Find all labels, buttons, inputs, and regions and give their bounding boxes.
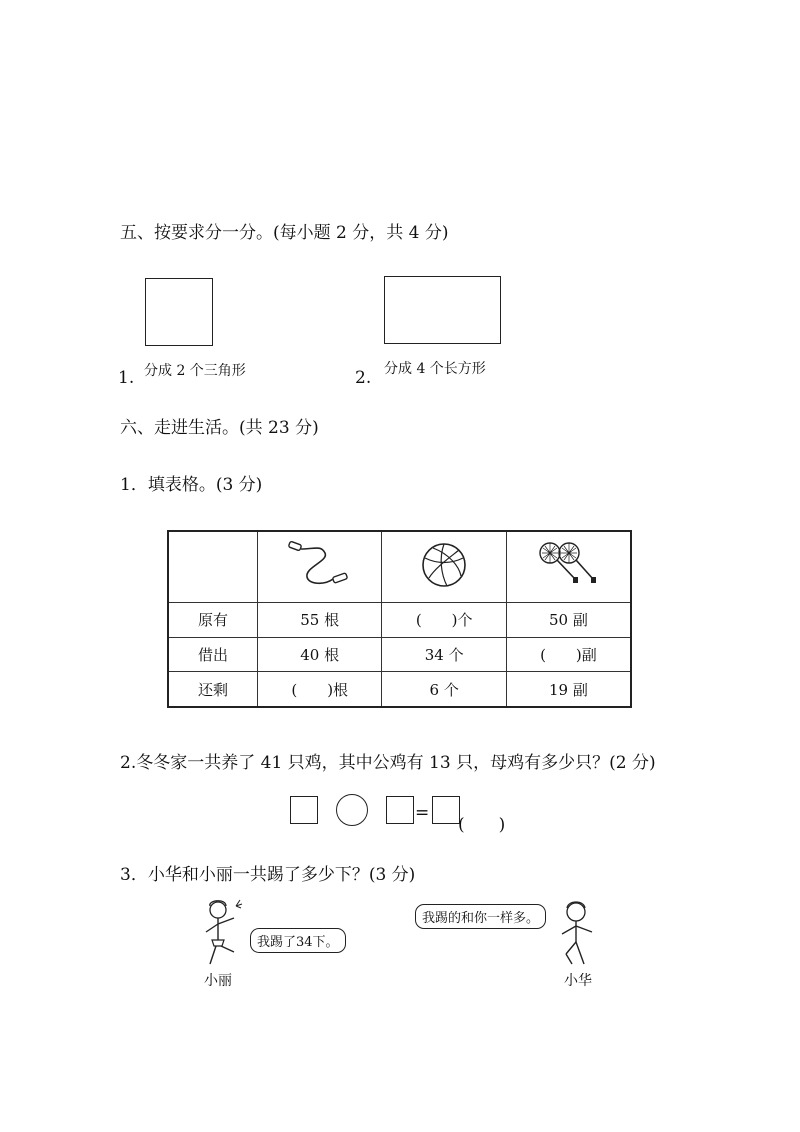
table-header-badminton	[506, 531, 631, 603]
table-cell: 19 副	[506, 672, 631, 707]
badminton-rackets-icon	[533, 539, 603, 591]
table-cell: 40 根	[257, 637, 382, 672]
question-5-2-instruction: 分成 4 个长方形	[384, 361, 486, 377]
girl-speech-bubble: 我踢了34下。	[250, 928, 346, 953]
row-label: 原有	[168, 603, 257, 638]
section-5-title: 五、按要求分一分。(每小题 2 分，共 4 分)	[120, 223, 449, 243]
question-5-2-number: 2.	[355, 368, 372, 388]
table-cell-blank[interactable]: ( )根	[257, 672, 382, 707]
equation-box-1[interactable]	[290, 796, 318, 824]
equation-box-2[interactable]	[386, 796, 414, 824]
table-cell: 6 个	[382, 672, 506, 707]
boy-kicking-icon	[548, 898, 604, 970]
table-header-ball	[382, 531, 506, 603]
ball-icon	[419, 540, 469, 590]
table-row-lent	[168, 637, 631, 672]
inventory-table	[167, 530, 632, 708]
section-6-title: 六、走进生活。(共 23 分)	[120, 418, 319, 438]
answer-unit-blank[interactable]: ( )	[458, 815, 506, 835]
table-cell-blank[interactable]: ( )个	[382, 603, 506, 638]
question-5-1-number: 1.	[118, 368, 135, 388]
jump-rope-icon	[285, 539, 355, 591]
row-label: 还剩	[168, 672, 257, 707]
square-figure	[145, 278, 213, 346]
girl-kicking-icon	[196, 898, 252, 970]
table-row-original	[168, 603, 631, 638]
question-5-1-instruction: 分成 2 个三角形	[144, 363, 246, 379]
table-cell: 55 根	[257, 603, 382, 638]
table-cell: 50 副	[506, 603, 631, 638]
table-header-jump-rope	[257, 531, 382, 603]
boy-speech-bubble: 我踢的和你一样多。	[415, 904, 546, 929]
boy-name-label: 小华	[564, 973, 592, 989]
table-cell-blank[interactable]: ( )副	[506, 637, 631, 672]
equals-sign: =	[415, 803, 430, 823]
question-6-2-title: 2.冬冬家一共养了 41 只鸡，其中公鸡有 13 只，母鸡有多少只？(2 分)	[120, 753, 656, 773]
question-6-3-title: 3．小华和小丽一共踢了多少下？(3 分)	[120, 865, 416, 885]
rectangle-figure	[384, 276, 501, 344]
table-header-row	[168, 531, 631, 603]
table-cell: 34 个	[382, 637, 506, 672]
table-corner-cell	[168, 531, 257, 603]
row-label: 借出	[168, 637, 257, 672]
question-6-1-title: 1．填表格。(3 分)	[120, 475, 263, 495]
table-row-remaining	[168, 672, 631, 707]
girl-name-label: 小丽	[204, 973, 232, 989]
equation-result-box[interactable]	[432, 796, 460, 824]
operator-circle[interactable]	[336, 794, 368, 826]
